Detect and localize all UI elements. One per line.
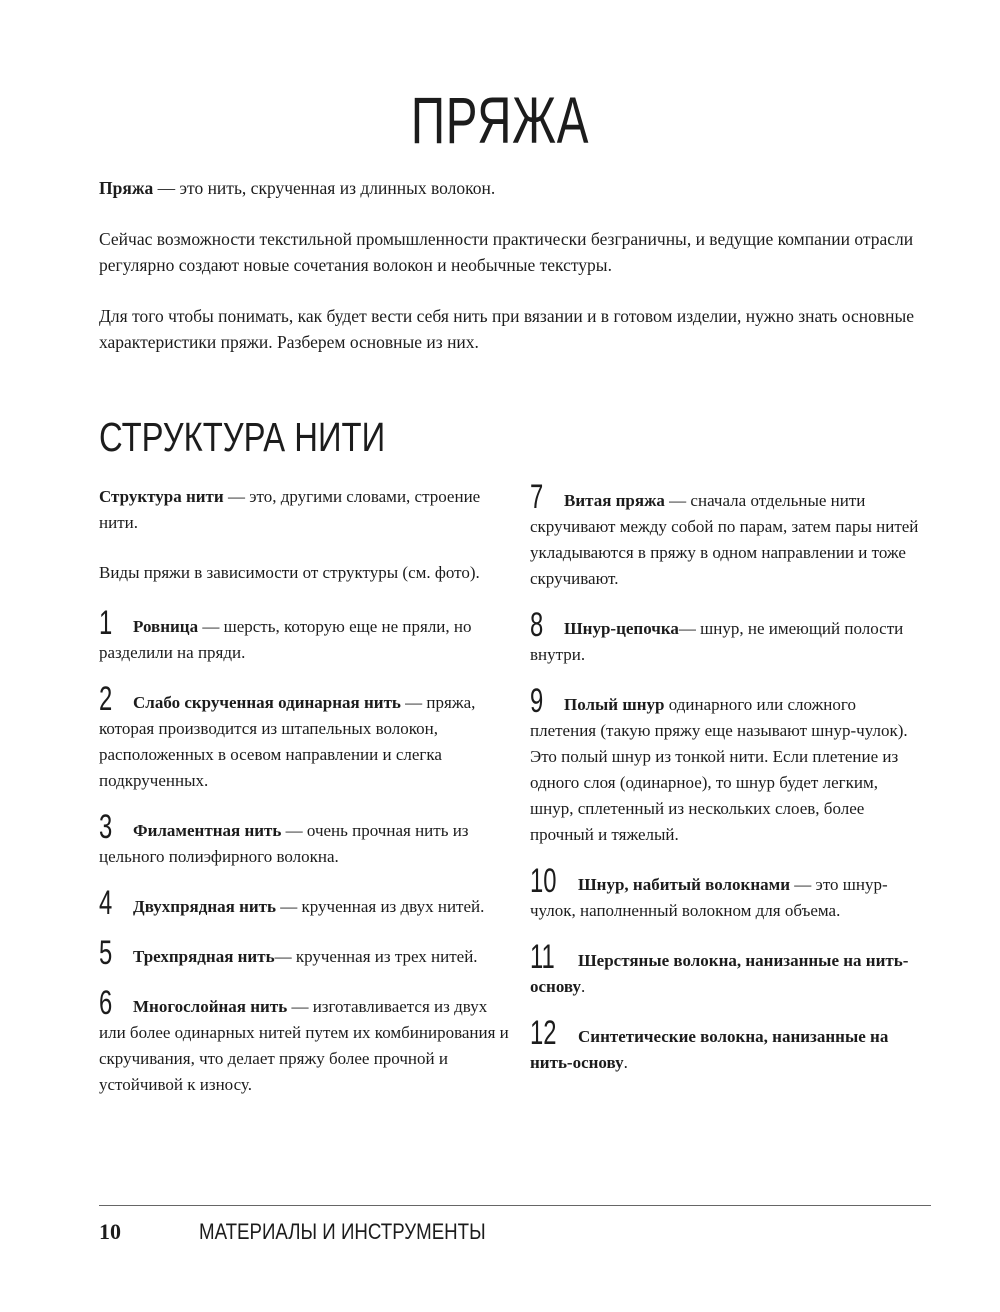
item-number: 8: [530, 606, 544, 644]
right-column: [530, 478, 925, 1096]
item-number: 11: [530, 938, 555, 976]
item-term: Шнур, набитый волокнами: [578, 875, 791, 894]
item-term: Ровница: [133, 617, 199, 636]
list-item: [530, 1014, 925, 1076]
intro-paragraph-2: Сейчас возможности текстильной промышленности практически безграничны, и ведущие компании отрасли регулярно создают новые сочетания волокон и необычные текстуры.: [99, 229, 914, 275]
intro-term: Пряжа: [99, 178, 154, 198]
item-term: Полый шнур: [564, 695, 665, 714]
page-title: ПРЯЖА: [410, 83, 590, 157]
item-term: Трехпрядная нить: [133, 947, 275, 966]
item-number: 9: [530, 682, 544, 720]
item-description: — крученная из двух нитей.: [276, 897, 485, 916]
item-number: 12: [530, 1014, 557, 1052]
item-description: — шнур, не имеющий полости внутри.: [530, 619, 904, 664]
item-number: 4: [99, 884, 113, 922]
list-item: [530, 862, 925, 924]
list-item: [99, 884, 509, 922]
list-item: [530, 682, 925, 848]
list-item: [99, 808, 509, 870]
page-number: 10: [99, 1219, 121, 1244]
item-number: 7: [530, 478, 544, 516]
list-item: [530, 478, 925, 592]
intro-paragraph-3: Для того чтобы понимать, как будет вести себя нить при вязании и в готовом изделии, нужно знать основные характеристики пряжи. Разберем основные из них.: [99, 306, 915, 352]
left-column: [99, 484, 509, 1118]
list-item: [530, 606, 925, 668]
list-item: [530, 938, 925, 1000]
item-number: 6: [99, 984, 113, 1022]
item-description: .: [623, 1053, 628, 1072]
item-description: — очень прочная нить из цельного полиэфирного волокна.: [99, 821, 469, 866]
section-heading: СТРУКТУРА НИТИ: [99, 414, 386, 460]
footer-divider: [99, 1205, 931, 1206]
intro-definition: — это нить, скрученная из длинных волокон.: [153, 178, 496, 198]
item-description: — пряжа, которая производится из штапельных волокон, расположенных в осевом направлении и слегка подкрученных.: [99, 693, 476, 790]
structure-definition-text: — это, другими словами, строение нити.: [99, 487, 481, 532]
item-description: — это шнур-чулок, наполненный волокном для объема.: [530, 875, 888, 920]
item-description: — шерсть, которую еще не пряли, но разделили на пряди.: [99, 617, 472, 662]
item-description: одинарного или сложного плетения (такую пряжу еще называют шнур-чулок). Это полый шнур из тонкой нити. Если плетение из одного слоя (одинарное), то шнур будет легким, шнур, сплетенный из нескольких слоев, более прочный и тяжелый.: [530, 695, 908, 844]
intro-paragraph-1: [99, 175, 919, 201]
item-description: — крученная из трех нитей.: [274, 947, 478, 966]
item-term: Шнур-цепочка: [564, 619, 679, 638]
item-number: 2: [99, 680, 113, 718]
structure-term: Структура нити: [99, 487, 224, 506]
types-intro: Виды пряжи в зависимости от структуры (см. фото).: [99, 563, 480, 582]
structure-definition: [99, 484, 509, 536]
item-description: .: [581, 977, 586, 996]
item-number: 5: [99, 934, 113, 972]
item-number: 10: [530, 862, 557, 900]
item-term: Витая пряжа: [564, 491, 665, 510]
item-term: Слабо скрученная одинарная нить: [133, 693, 401, 712]
running-footer-section: МАТЕРИАЛЫ И ИНСТРУМЕНТЫ: [199, 1219, 486, 1244]
item-description: — сначала отдельные нити скручивают между собой по парам, затем пары нитей укладываются в пряжу в одном направлении и тоже скручивают.: [530, 491, 919, 588]
item-description: — изготавливается из двух или более одинарных нитей путем их комбинирования и скручивания, что делает пряжу более прочной и устойчивой к износу.: [99, 997, 509, 1094]
item-term: Двухпрядная нить: [133, 897, 277, 916]
item-number: 1: [99, 604, 113, 642]
item-term: Многослойная нить: [133, 997, 288, 1016]
list-item: [99, 984, 509, 1098]
item-number: 3: [99, 808, 113, 846]
item-term: Филаментная нить: [133, 821, 282, 840]
list-item: [99, 604, 509, 666]
list-item: [99, 680, 509, 794]
item-term: Шерстяные волокна, нанизанные на нить-основу: [530, 951, 909, 996]
item-term: Синтетические волокна, нанизанные на нить-основу: [530, 1027, 889, 1072]
list-item: [99, 934, 509, 972]
